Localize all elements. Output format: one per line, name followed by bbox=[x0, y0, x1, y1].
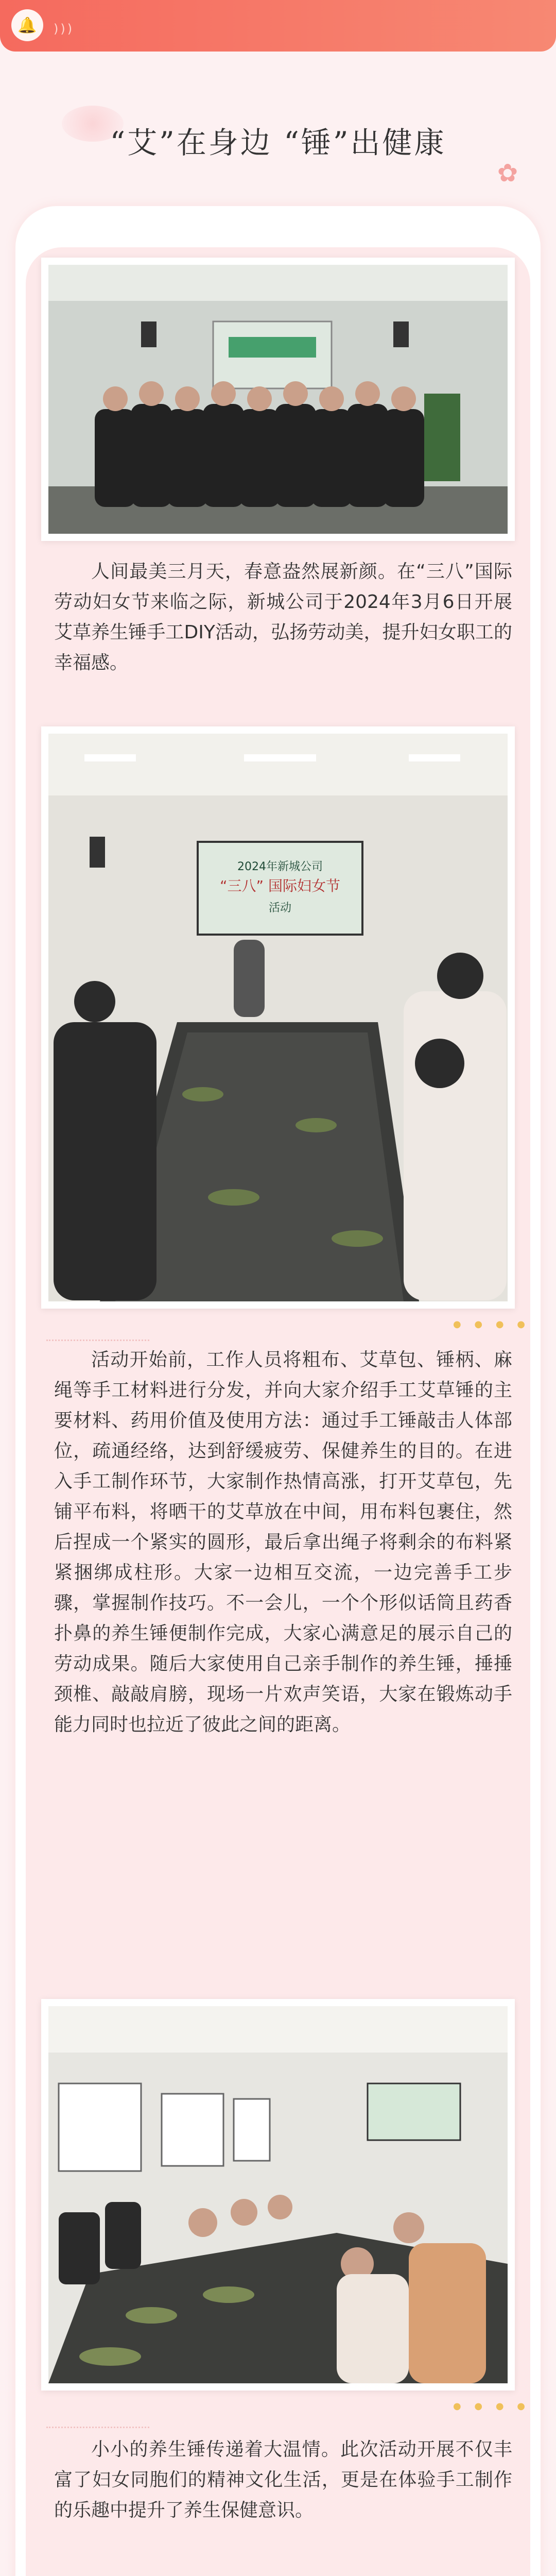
decor-rule-2 bbox=[46, 2427, 149, 2428]
flower-icon: ✿ bbox=[497, 159, 518, 188]
group-photo-1 bbox=[41, 258, 515, 541]
bell-icon: 🔔 bbox=[11, 9, 43, 41]
screen-text-line2: “三八” 国际妇女节 bbox=[220, 877, 340, 894]
decor-rule-1 bbox=[46, 1340, 149, 1341]
workshop-photo bbox=[41, 726, 515, 1309]
screen-text-line3: 活动 bbox=[268, 902, 292, 914]
screen-text-line1: 2024年新城公司 bbox=[237, 860, 323, 873]
title-area bbox=[0, 77, 556, 188]
decor-dots-2: ● ● ● ● bbox=[453, 2401, 530, 2412]
making-photo bbox=[41, 1999, 515, 2391]
intro-paragraph: 人间最美三月天，春意盎然展新颜。在“三八”国际劳动妇女节来临之际，新城公司于2024年3月6日开展艾草养生锤手工DIY活动，弘扬劳动美，提升妇女职工的幸福感。 bbox=[54, 561, 512, 673]
decor-dots-1: ● ● ● ● bbox=[453, 1319, 530, 1330]
top-banner bbox=[0, 0, 556, 52]
closing-paragraph: 小小的养生锤传递着大温情。此次活动开展不仅丰富了妇女同胞们的精神文化生活，更是在体验手工制作的乐趣中提升了养生保健意识。 bbox=[54, 2439, 512, 2521]
sound-wave-icon: ))) bbox=[54, 22, 75, 36]
activity-paragraph: 活动开始前，工作人员将粗布、艾草包、锤柄、麻绳等手工材料进行分发，并向大家介绍手工艾草锤的主要材料、药用价值及使用方法：通过手工锤敲击人体部位，疏通经络，达到舒缓疲劳、保健养生的目的。在进入手工制作环节，大家制作热情高涨，打开艾草包，先铺平布料，将晒干的艾草放在中间，用布料包裹住，然后捏成一个紧实的圆形，最后拿出绳子将剩余的布料紧紧捆绑成柱形。大家一边相互交流，一边完善手工步骤，掌握制作技巧。不一会儿，一个个形似话筒且药香扑鼻的养生锤便制作完成，大家心满意足的展示自己的劳动成果。随后大家使用自己亲手制作的养生锤，捶捶颈椎、敲敲肩膀，现场一片欢声笑语，大家在锻炼动手能力同时也拉近了彼此之间的距离。 bbox=[54, 1349, 512, 1735]
page-title: “艾”在身边 “锤”出健康 bbox=[110, 125, 446, 160]
